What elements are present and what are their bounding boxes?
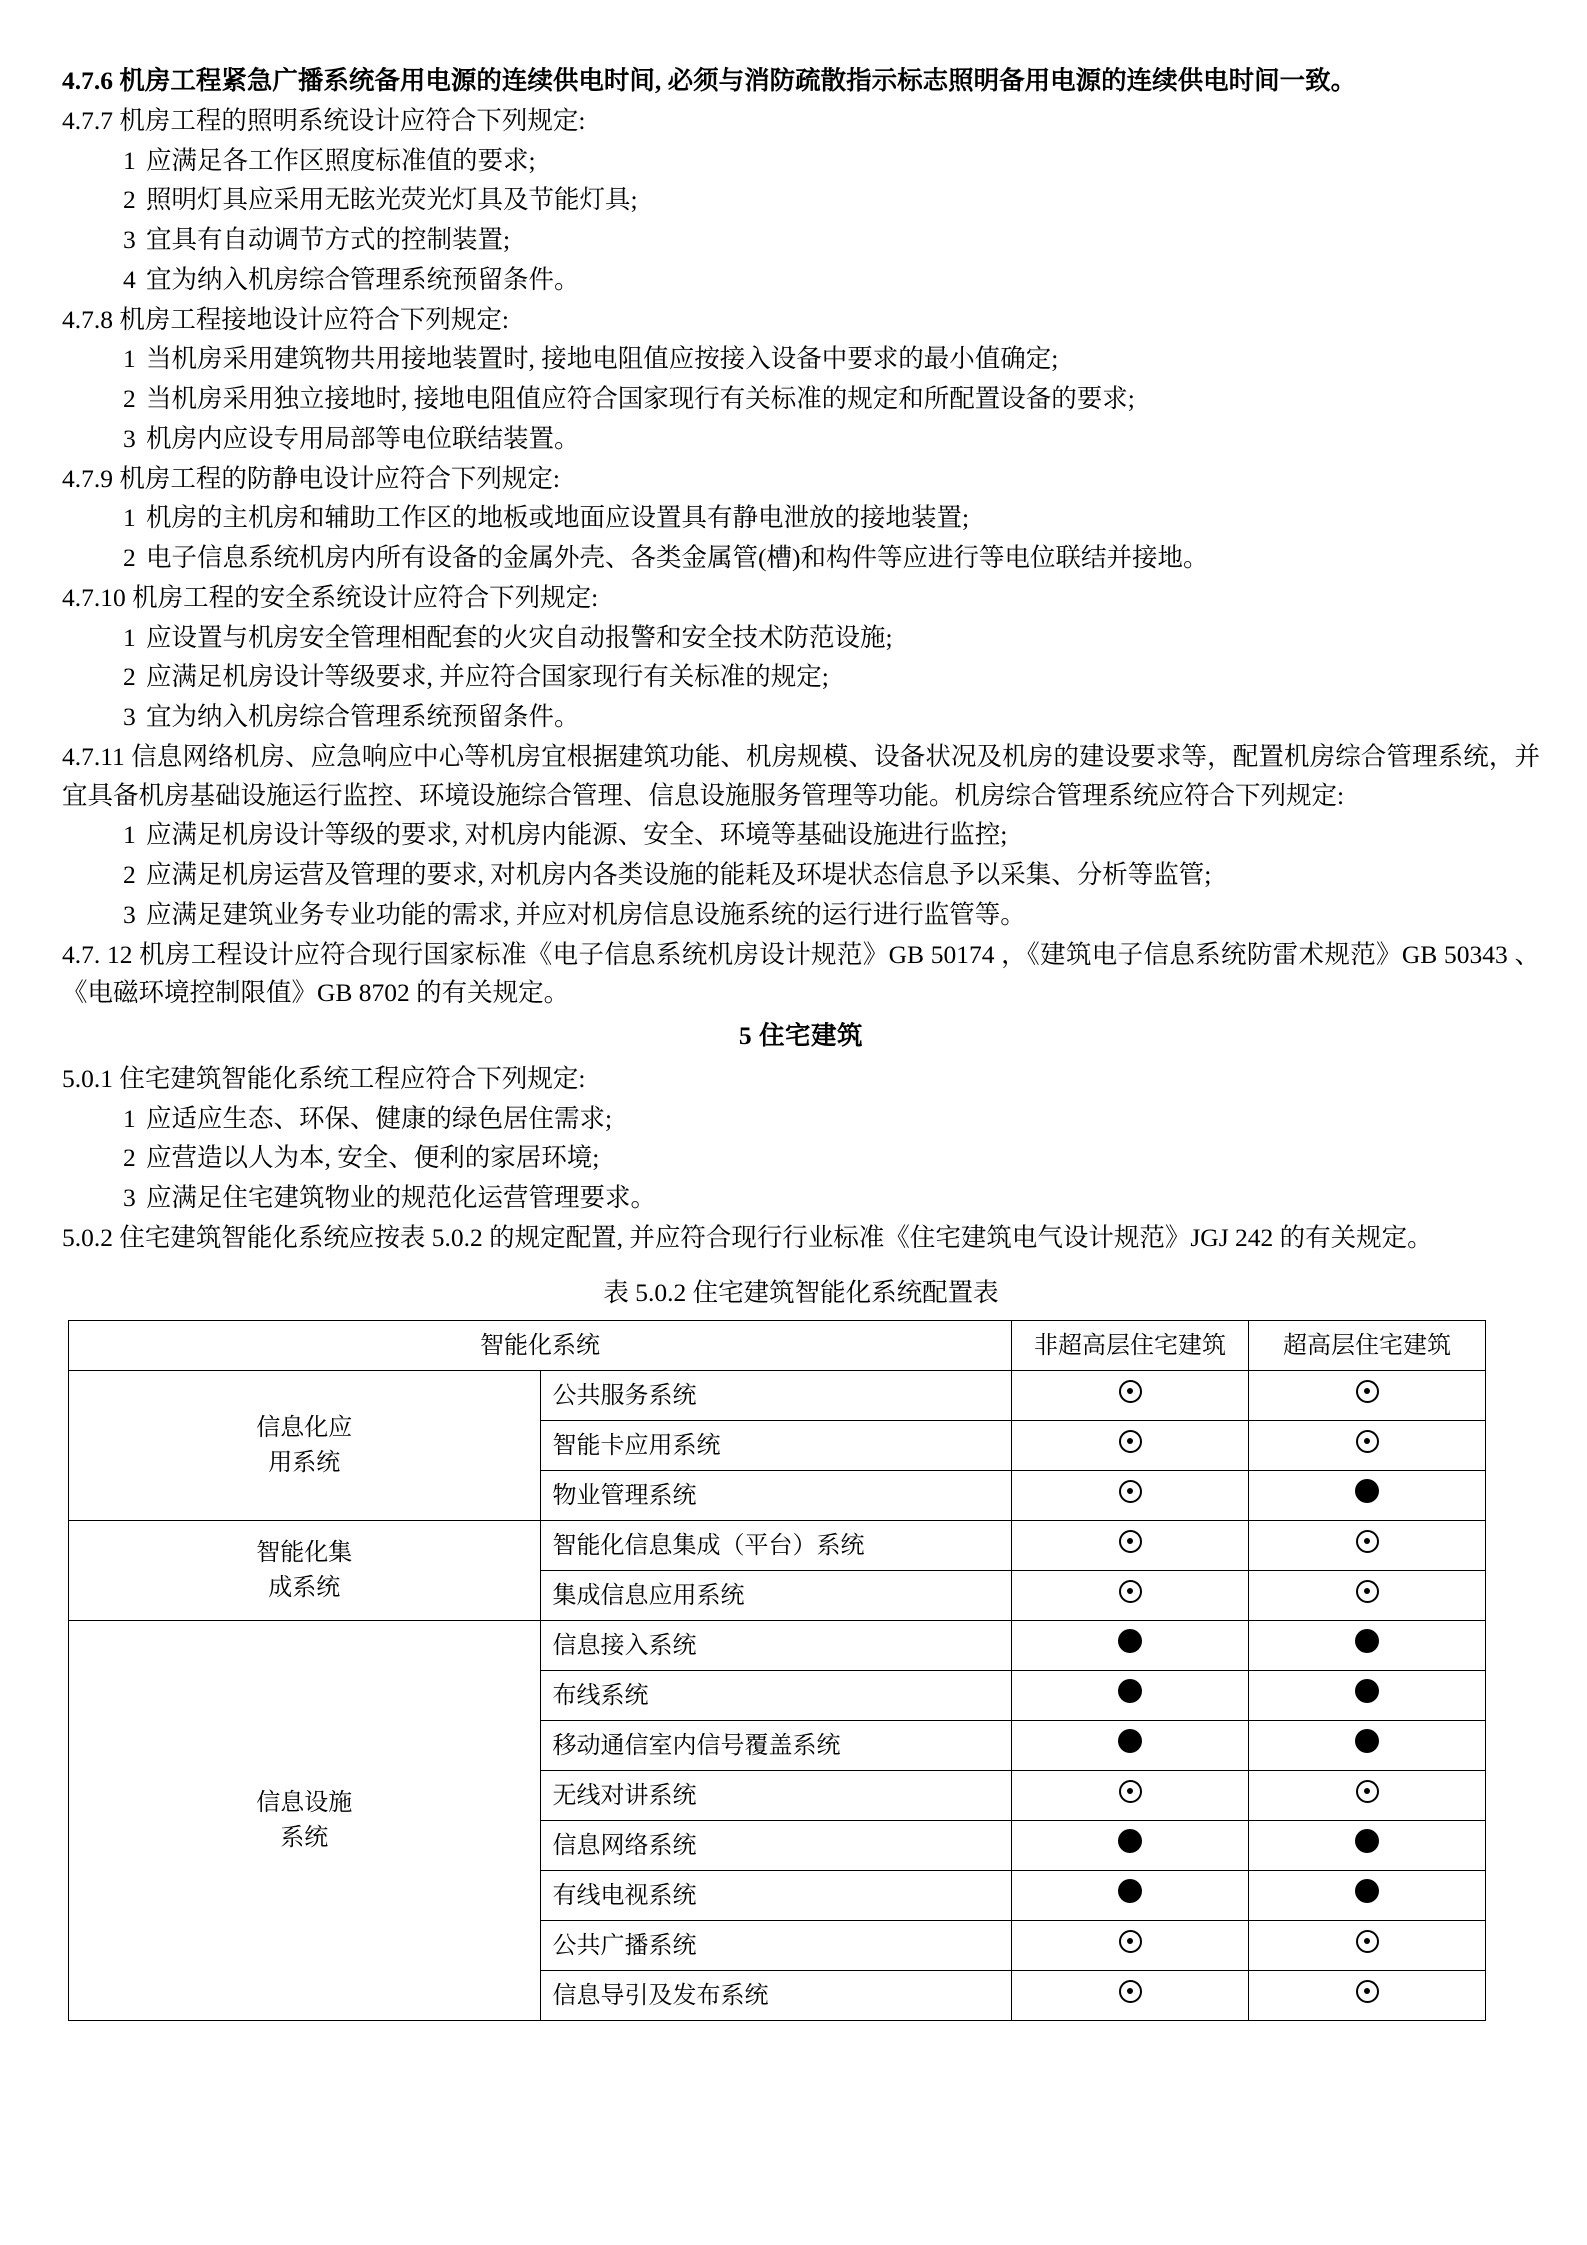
system-name-cell: 公共广播系统: [540, 1921, 1012, 1971]
system-configuration-table: [68, 1320, 1486, 2021]
clause-item: [62, 261, 1540, 300]
clause-item: [62, 658, 1540, 697]
clause-4.7.12: 4.7. 12 机房工程设计应符合现行国家标准《电子信息系统机房设计规范》GB 50174 ，《建筑电子信息系统防雷术规范》GB 50343 、《电磁环境控制限值》GB 8702 的有关规定。: [62, 939, 1540, 1008]
item-text: 电子信息系统机房内所有设备的金属外壳、各类金属管(槽)和构件等应进行等电位联结并接地。: [146, 543, 1209, 572]
clause-item: [62, 698, 1540, 737]
document-body: [62, 62, 1540, 2021]
mark-non-super-tall: [1012, 1571, 1249, 1621]
mark-super-tall: [1249, 1821, 1486, 1871]
mark-super-tall: [1249, 1871, 1486, 1921]
mark-non-super-tall: [1012, 1871, 1249, 1921]
clause-item: [62, 856, 1540, 895]
item-text: 应满足各工作区照度标准值的要求;: [146, 145, 536, 175]
item-number: 1: [123, 622, 136, 652]
mark-super-tall: [1249, 1471, 1486, 1521]
table-header-row: [69, 1321, 1486, 1371]
header-non-super-tall: 非超高层住宅建筑: [1012, 1321, 1249, 1371]
ringed-dot-icon: [1356, 1380, 1379, 1403]
item-number: 3: [123, 702, 136, 731]
clause-4.7.10: 4.7.10 机房工程的安全系统设计应符合下列规定:: [62, 582, 599, 612]
item-text: 应满足机房设计等级要求, 并应符合国家现行有关标准的规定;: [146, 662, 829, 692]
filled-circle-icon: [1355, 1479, 1379, 1503]
item-number: 1: [123, 145, 136, 175]
mark-super-tall: [1249, 1571, 1486, 1621]
item-text: 宜具有自动调节方式的控制装置;: [146, 225, 511, 254]
clause-item: [62, 1179, 1540, 1218]
item-text: 应满足机房运营及管理的要求, 对机房内各类设施的能耗及环堤状态信息予以采集、分析等监管;: [146, 860, 1212, 889]
clause-item: [62, 181, 1540, 220]
table-caption: 表 5.0.2 住宅建筑智能化系统配置表: [603, 1277, 999, 1307]
filled-circle-icon: [1118, 1829, 1142, 1853]
system-name-cell: 信息网络系统: [540, 1821, 1012, 1871]
mark-non-super-tall: [1012, 1371, 1249, 1421]
ringed-dot-icon: [1119, 1980, 1142, 2003]
item-text: 宜为纳入机房综合管理系统预留条件。: [146, 702, 580, 731]
system-name-cell: 信息接入系统: [540, 1621, 1012, 1671]
clause-item: [62, 221, 1540, 260]
table-row: [69, 1621, 1486, 1671]
filled-circle-icon: [1118, 1679, 1142, 1703]
item-number: 1: [123, 820, 136, 850]
system-name-cell: 物业管理系统: [540, 1471, 1012, 1521]
filled-circle-icon: [1355, 1729, 1379, 1753]
mark-super-tall: [1249, 1721, 1486, 1771]
mark-non-super-tall: [1012, 1921, 1249, 1971]
clause-4.7.7: 4.7.7 机房工程的照明系统设计应符合下列规定:: [62, 105, 586, 135]
clause-item: [62, 340, 1540, 379]
ringed-dot-icon: [1119, 1780, 1142, 1803]
clause-item: [62, 619, 1540, 658]
table-body: [69, 1371, 1486, 2021]
filled-circle-icon: [1355, 1629, 1379, 1653]
filled-circle-icon: [1118, 1879, 1142, 1903]
ringed-dot-icon: [1356, 1930, 1379, 1953]
item-text: 应满足机房设计等级的要求, 对机房内能源、安全、环境等基础设施进行监控;: [146, 820, 1008, 850]
system-name-cell: 信息导引及发布系统: [540, 1971, 1012, 2021]
system-name-cell: 公共服务系统: [540, 1371, 1012, 1421]
item-text: 应适应生态、环保、健康的绿色居住需求;: [146, 1103, 613, 1133]
group-name-cell: 信息化应 用系统: [69, 1371, 541, 1521]
mark-non-super-tall: [1012, 1421, 1249, 1471]
clause-item: [62, 1100, 1540, 1139]
mark-super-tall: [1249, 1671, 1486, 1721]
ringed-dot-icon: [1119, 1380, 1142, 1403]
clauses-block-4-7: [62, 62, 1540, 1013]
item-number: 3: [123, 225, 136, 254]
item-number: 2: [123, 543, 136, 572]
mark-super-tall: [1249, 1521, 1486, 1571]
system-name-cell: 布线系统: [540, 1671, 1012, 1721]
ringed-dot-icon: [1356, 1780, 1379, 1803]
filled-circle-icon: [1355, 1679, 1379, 1703]
system-name-cell: 智能卡应用系统: [540, 1421, 1012, 1471]
filled-circle-icon: [1355, 1829, 1379, 1853]
clauses-block-5-0: [62, 1060, 1540, 1258]
clause-item: [62, 1139, 1540, 1178]
item-text: 应营造以人为本, 安全、便利的家居环境;: [146, 1143, 600, 1173]
mark-non-super-tall: [1012, 1971, 1249, 2021]
item-number: 2: [123, 384, 136, 413]
section-heading-5: 5 住宅建筑: [738, 1021, 864, 1050]
item-text: 照明灯具应采用无眩光荧光灯具及节能灯具;: [146, 185, 638, 215]
item-number: 2: [123, 860, 136, 889]
ringed-dot-icon: [1119, 1530, 1142, 1553]
system-name-cell: 移动通信室内信号覆盖系统: [540, 1721, 1012, 1771]
mark-super-tall: [1249, 1921, 1486, 1971]
clause-5.0.1: 5.0.1 住宅建筑智能化系统工程应符合下列规定:: [62, 1063, 586, 1093]
group-name-cell: 信息设施 系统: [69, 1621, 541, 2021]
mark-non-super-tall: [1012, 1771, 1249, 1821]
system-name-cell: 智能化信息集成（平台）系统: [540, 1521, 1012, 1571]
ringed-dot-icon: [1356, 1580, 1379, 1603]
table-row: [69, 1521, 1486, 1571]
item-number: 3: [123, 1183, 136, 1212]
clause-item: [62, 420, 1540, 459]
ringed-dot-icon: [1356, 1430, 1379, 1453]
mark-super-tall: [1249, 1971, 1486, 2021]
item-number: 4: [123, 264, 136, 294]
clause-5.0.2: 5.0.2 住宅建筑智能化系统应按表 5.0.2 的规定配置, 并应符合现行行业标准《住宅建筑电气设计规范》JGJ 242 的有关规定。: [62, 1222, 1433, 1252]
item-text: 应设置与机房安全管理相配套的火灾自动报警和安全技术防范设施;: [146, 622, 893, 652]
mark-non-super-tall: [1012, 1671, 1249, 1721]
item-number: 2: [123, 185, 136, 215]
table-head: [69, 1321, 1486, 1371]
item-text: 机房内应设专用局部等电位联结装置。: [146, 423, 580, 453]
clause-4.7.8: 4.7.8 机房工程接地设计应符合下列规定:: [62, 304, 509, 334]
clause-item: [62, 380, 1540, 419]
clause-4.7.6: 4.7.6 机房工程紧急广播系统备用电源的连续供电时间, 必须与消防疏散指示标志照明备用电源的连续供电时间一致。: [62, 66, 1357, 95]
header-super-tall: 超高层住宅建筑: [1249, 1321, 1486, 1371]
system-name-cell: 集成信息应用系统: [540, 1571, 1012, 1621]
item-number: 2: [123, 1143, 136, 1173]
filled-circle-icon: [1118, 1629, 1142, 1653]
item-text: 当机房采用建筑物共用接地装置时, 接地电阻值应按接入设备中要求的最小值确定;: [146, 344, 1059, 374]
ringed-dot-icon: [1356, 1980, 1379, 2003]
table-row: [69, 1371, 1486, 1421]
clause-4.7.9: 4.7.9 机房工程的防静电设计应符合下列规定:: [62, 463, 560, 493]
mark-non-super-tall: [1012, 1521, 1249, 1571]
ringed-dot-icon: [1356, 1530, 1379, 1553]
item-text: 当机房采用独立接地时, 接地电阻值应符合国家现行有关标准的规定和所配置设备的要求;: [146, 384, 1135, 413]
item-text: 应满足住宅建筑物业的规范化运营管理要求。: [146, 1183, 657, 1212]
clause-item: [62, 499, 1540, 538]
ringed-dot-icon: [1119, 1580, 1142, 1603]
system-name-cell: 无线对讲系统: [540, 1771, 1012, 1821]
mark-non-super-tall: [1012, 1621, 1249, 1671]
item-text: 应满足建筑业务专业功能的需求, 并应对机房信息设施系统的运行进行监管等。: [146, 899, 1026, 929]
item-number: 3: [123, 899, 136, 929]
system-name-cell: 有线电视系统: [540, 1871, 1012, 1921]
mark-non-super-tall: [1012, 1721, 1249, 1771]
ringed-dot-icon: [1119, 1430, 1142, 1453]
mark-super-tall: [1249, 1421, 1486, 1471]
mark-super-tall: [1249, 1771, 1486, 1821]
filled-circle-icon: [1118, 1729, 1142, 1753]
item-number: 1: [123, 503, 136, 533]
item-number: 2: [123, 662, 136, 692]
item-number: 1: [123, 1103, 136, 1133]
mark-super-tall: [1249, 1371, 1486, 1421]
filled-circle-icon: [1355, 1879, 1379, 1903]
item-text: 机房的主机房和辅助工作区的地板或地面应设置具有静电泄放的接地装置;: [146, 503, 970, 533]
group-name-cell: 智能化集 成系统: [69, 1521, 541, 1621]
ringed-dot-icon: [1119, 1480, 1142, 1503]
item-number: 3: [123, 423, 136, 453]
clause-item: [62, 816, 1540, 855]
mark-non-super-tall: [1012, 1471, 1249, 1521]
mark-super-tall: [1249, 1621, 1486, 1671]
item-text: 宜为纳入机房综合管理系统预留条件。: [146, 264, 580, 294]
ringed-dot-icon: [1119, 1930, 1142, 1953]
header-system: 智能化系统: [69, 1321, 1012, 1371]
clause-item: [62, 896, 1540, 935]
mark-non-super-tall: [1012, 1821, 1249, 1871]
clause-4.7.11: 4.7.11 信息网络机房、应急响应中心等机房宜根据建筑功能、机房规模、设备状况及机房的建设要求等，配置机房综合管理系统，并宜具备机房基础设施运行监控、环境设施综合管理、信息设施服务管理等功能。机房综合管理系统应符合下列规定:: [62, 741, 1540, 810]
clause-item: [62, 142, 1540, 181]
clause-item: [62, 539, 1540, 578]
item-number: 1: [123, 344, 136, 374]
